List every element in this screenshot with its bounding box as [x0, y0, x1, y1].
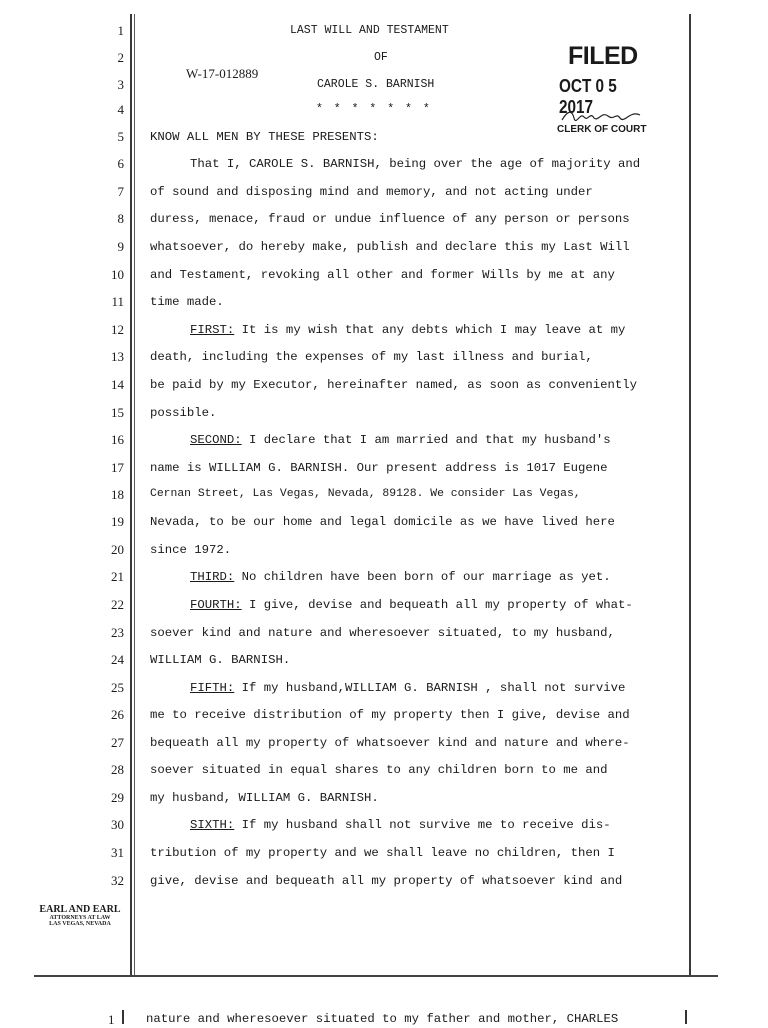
opening-paragraph-line: time made. — [150, 295, 224, 309]
line-number: 17 — [111, 460, 124, 475]
law-firm-name: EARL AND EARL — [39, 904, 121, 915]
article-fifth-line: my husband, WILLIAM G. BARNISH. — [150, 791, 379, 805]
article-first-heading: FIRST: — [190, 323, 235, 337]
article-fourth-heading: FOURTH: — [190, 598, 242, 612]
page-bottom-rule — [34, 975, 718, 977]
line-number: 11 — [111, 294, 124, 309]
line-number: 1 — [117, 23, 124, 38]
article-sixth-heading: SIXTH: — [190, 818, 235, 832]
article-first-line: FIRST: It is my wish that any debts which I may leave at my — [190, 323, 626, 337]
article-first-line: possible. — [150, 406, 217, 420]
line-number: 32 — [111, 873, 124, 888]
opening-paragraph-line: whatsoever, do hereby make, publish and declare this my Last Will — [150, 240, 630, 254]
separator-stars: * * * * * * * — [316, 103, 432, 116]
opening-paragraph-line: and Testament, revoking all other and former Wills by me at any — [150, 268, 615, 282]
article-third-line: THIRD: No children have been born of our marriage as yet. — [190, 570, 611, 584]
line-number: 6 — [117, 156, 124, 171]
line-number: 8 — [117, 211, 124, 226]
article-first-line: be paid by my Executor, hereinafter named, as soon as conveniently — [150, 378, 638, 392]
line-number: 7 — [117, 184, 124, 199]
article-third-heading: THIRD: — [190, 570, 235, 584]
clerk-signature — [560, 108, 644, 124]
line-number: 25 — [111, 680, 124, 695]
document-title: LAST WILL AND TESTAMENT — [290, 24, 449, 37]
line-number: 21 — [111, 569, 124, 584]
line-number: 27 — [111, 735, 124, 750]
right-margin-rule — [689, 14, 691, 976]
line-number: 2 — [117, 50, 124, 65]
line-number: 18 — [111, 487, 124, 502]
article-second-line: since 1972. — [150, 543, 232, 557]
line-number: 3 — [117, 77, 124, 92]
line-number: 19 — [111, 514, 124, 529]
line-number: 16 — [111, 432, 124, 447]
line-number: 29 — [111, 790, 124, 805]
line-number: 12 — [111, 322, 124, 337]
article-second-line: SECOND: I declare that I am married and that my husband's — [190, 433, 611, 447]
law-firm-block — [32, 904, 128, 927]
article-fifth-line: soever situated in equal shares to any children born to me and — [150, 763, 608, 777]
stamp-filed-label: FILED — [568, 42, 638, 70]
line-number: 4 — [117, 102, 124, 117]
article-second-heading: SECOND: — [190, 433, 242, 447]
line-number: 13 — [111, 349, 124, 364]
stamp-clerk-label: CLERK OF COURT — [557, 124, 647, 135]
article-fourth-line: soever kind and nature and wheresoever situated, to my husband, — [150, 626, 615, 640]
line-number: 22 — [111, 597, 124, 612]
line-number: 20 — [111, 542, 124, 557]
line-number: 5 — [117, 129, 124, 144]
article-second-line: Cernan Street, Las Vegas, Nevada, 89128. We consider Las Vegas, — [150, 488, 581, 500]
next-page-right-rule — [685, 1010, 687, 1024]
article-second-line: name is WILLIAM G. BARNISH. Our present address is 1017 Eugene — [150, 461, 608, 475]
line-number: 15 — [111, 405, 124, 420]
article-second-line: Nevada, to be our home and legal domicile as we have lived here — [150, 515, 615, 529]
article-first-line: death, including the expenses of my last illness and burial, — [150, 350, 593, 364]
law-firm-location: LAS VEGAS, NEVADA — [49, 921, 111, 927]
article-fourth-line: WILLIAM G. BARNISH. — [150, 653, 291, 667]
opening-paragraph-line: of sound and disposing mind and memory, and not acting under — [150, 185, 593, 199]
line-number: 9 — [117, 239, 124, 254]
next-page-line-number: 1 — [108, 1012, 115, 1027]
line-number: 26 — [111, 707, 124, 722]
article-fifth-line: bequeath all my property of whatsoever kind and nature and where- — [150, 736, 630, 750]
article-fifth-line: me to receive distribution of my property then I give, devise and — [150, 708, 630, 722]
stamp-date: OCT 0 5 2017 — [559, 76, 617, 117]
line-number: 31 — [111, 845, 124, 860]
line-number: 14 — [111, 377, 124, 392]
filed-stamp — [548, 40, 668, 140]
article-sixth-line: give, devise and bequeath all my property of whatsoever kind and — [150, 874, 623, 888]
line-number: 10 — [111, 267, 124, 282]
line-number: 24 — [111, 652, 124, 667]
testator-name: CAROLE S. BARNISH — [317, 78, 435, 91]
line-number: 28 — [111, 762, 124, 777]
left-margin-rule — [130, 14, 132, 976]
article-fifth-line: FIFTH: If my husband,WILLIAM G. BARNISH , shall not survive — [190, 681, 626, 695]
line-number: 23 — [111, 625, 124, 640]
opening-paragraph-line: That I, CAROLE S. BARNISH, being over the age of majority and — [190, 157, 641, 171]
next-page-left-rule — [122, 1010, 124, 1024]
article-fourth-line: FOURTH: I give, devise and bequeath all my property of what- — [190, 598, 633, 612]
line-number: 30 — [111, 817, 124, 832]
next-page-text: nature and wheresoever situated to my father and mother, CHARLES — [146, 1012, 619, 1026]
title-of: OF — [374, 51, 388, 64]
know-all-line: KNOW ALL MEN BY THESE PRESENTS: — [150, 130, 379, 144]
article-sixth-line: tribution of my property and we shall leave no children, then I — [150, 846, 615, 860]
case-number: W-17-012889 — [186, 66, 259, 81]
article-sixth-line: SIXTH: If my husband shall not survive me to receive dis- — [190, 818, 611, 832]
opening-paragraph-line: duress, menace, fraud or undue influence of any person or persons — [150, 212, 630, 226]
law-firm-line: ATTORNEYS AT LAW — [49, 915, 111, 921]
article-fifth-heading: FIFTH: — [190, 681, 235, 695]
left-margin-rule-inner — [134, 14, 135, 976]
